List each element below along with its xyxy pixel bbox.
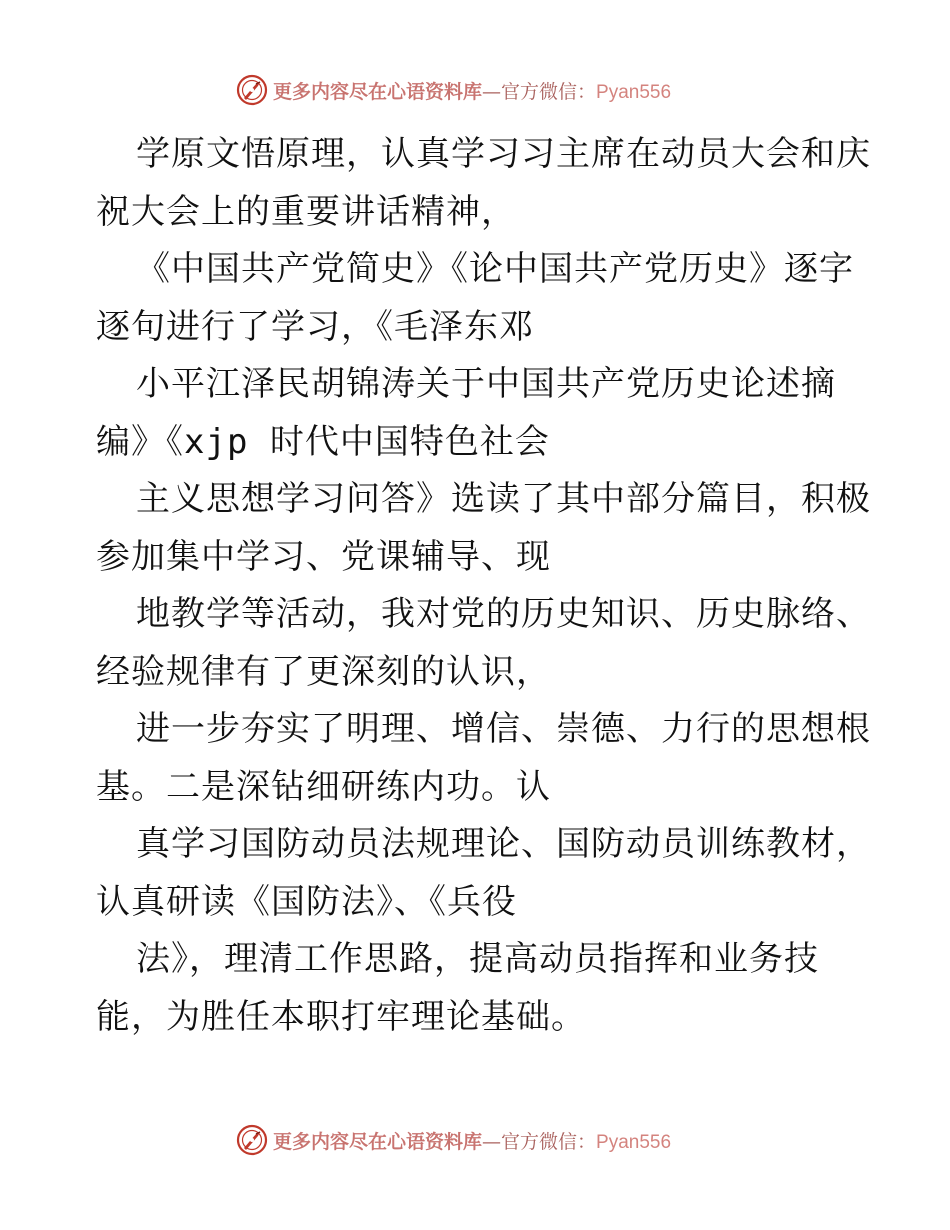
body-line: 法》，理清工作思路，提高动员指挥和业务技	[136, 939, 819, 979]
quill-pen-logo-icon	[235, 73, 269, 107]
body-line: 学原文悟原理，认真学习习主席在动员大会和庆	[136, 134, 871, 174]
body-line: 祝大会上的重要讲话精神，	[96, 191, 516, 232]
footer-banner-title: 更多内容尽在心语资料库	[273, 1130, 483, 1153]
document-body	[96, 126, 871, 1046]
footer-banner[interactable]	[235, 1122, 671, 1158]
header-banner[interactable]	[235, 72, 671, 108]
body-line: 真学习国防动员法规理论、国防动员训练教材，	[136, 824, 871, 864]
body-line: 编》《xjp 时代中国特色社会	[96, 421, 550, 462]
body-line: 进一步夯实了明理、增信、崇德、力行的思想根	[136, 709, 871, 749]
body-line: 参加集中学习、党课辅导、现	[96, 536, 551, 577]
header-banner-title: 更多内容尽在心语资料库	[273, 80, 483, 103]
body-line: 认真研读《国防法》、《兵役	[96, 881, 517, 922]
body-line: 经验规律有了更深刻的认识，	[96, 651, 551, 692]
quill-pen-logo-icon	[235, 1123, 269, 1157]
header-banner-wechat-label: —官方微信：	[482, 80, 597, 103]
body-line: 能，为胜任本职打牢理论基础。	[96, 996, 586, 1037]
body-line: 主义思想学习问答》选读了其中部分篇目，积极	[136, 479, 871, 519]
header-banner-wechat-id: Pyan556	[596, 81, 672, 103]
footer-banner-wechat-label: —官方微信：	[482, 1130, 597, 1153]
body-line: 地教学等活动，我对党的历史知识、历史脉络、	[136, 594, 871, 634]
body-line: 《中国共产党简史》《论中国共产党历史》逐字	[136, 249, 854, 289]
body-line: 基。二是深钻细研练内功。认	[96, 766, 551, 807]
footer-banner-text	[273, 1127, 671, 1154]
footer-banner-wechat-id: Pyan556	[596, 1131, 672, 1153]
body-line: 逐句进行了学习，《毛泽东邓	[96, 306, 534, 347]
header-banner-text	[273, 77, 671, 104]
body-line: 小平江泽民胡锦涛关于中国共产党历史论述摘	[136, 364, 836, 404]
